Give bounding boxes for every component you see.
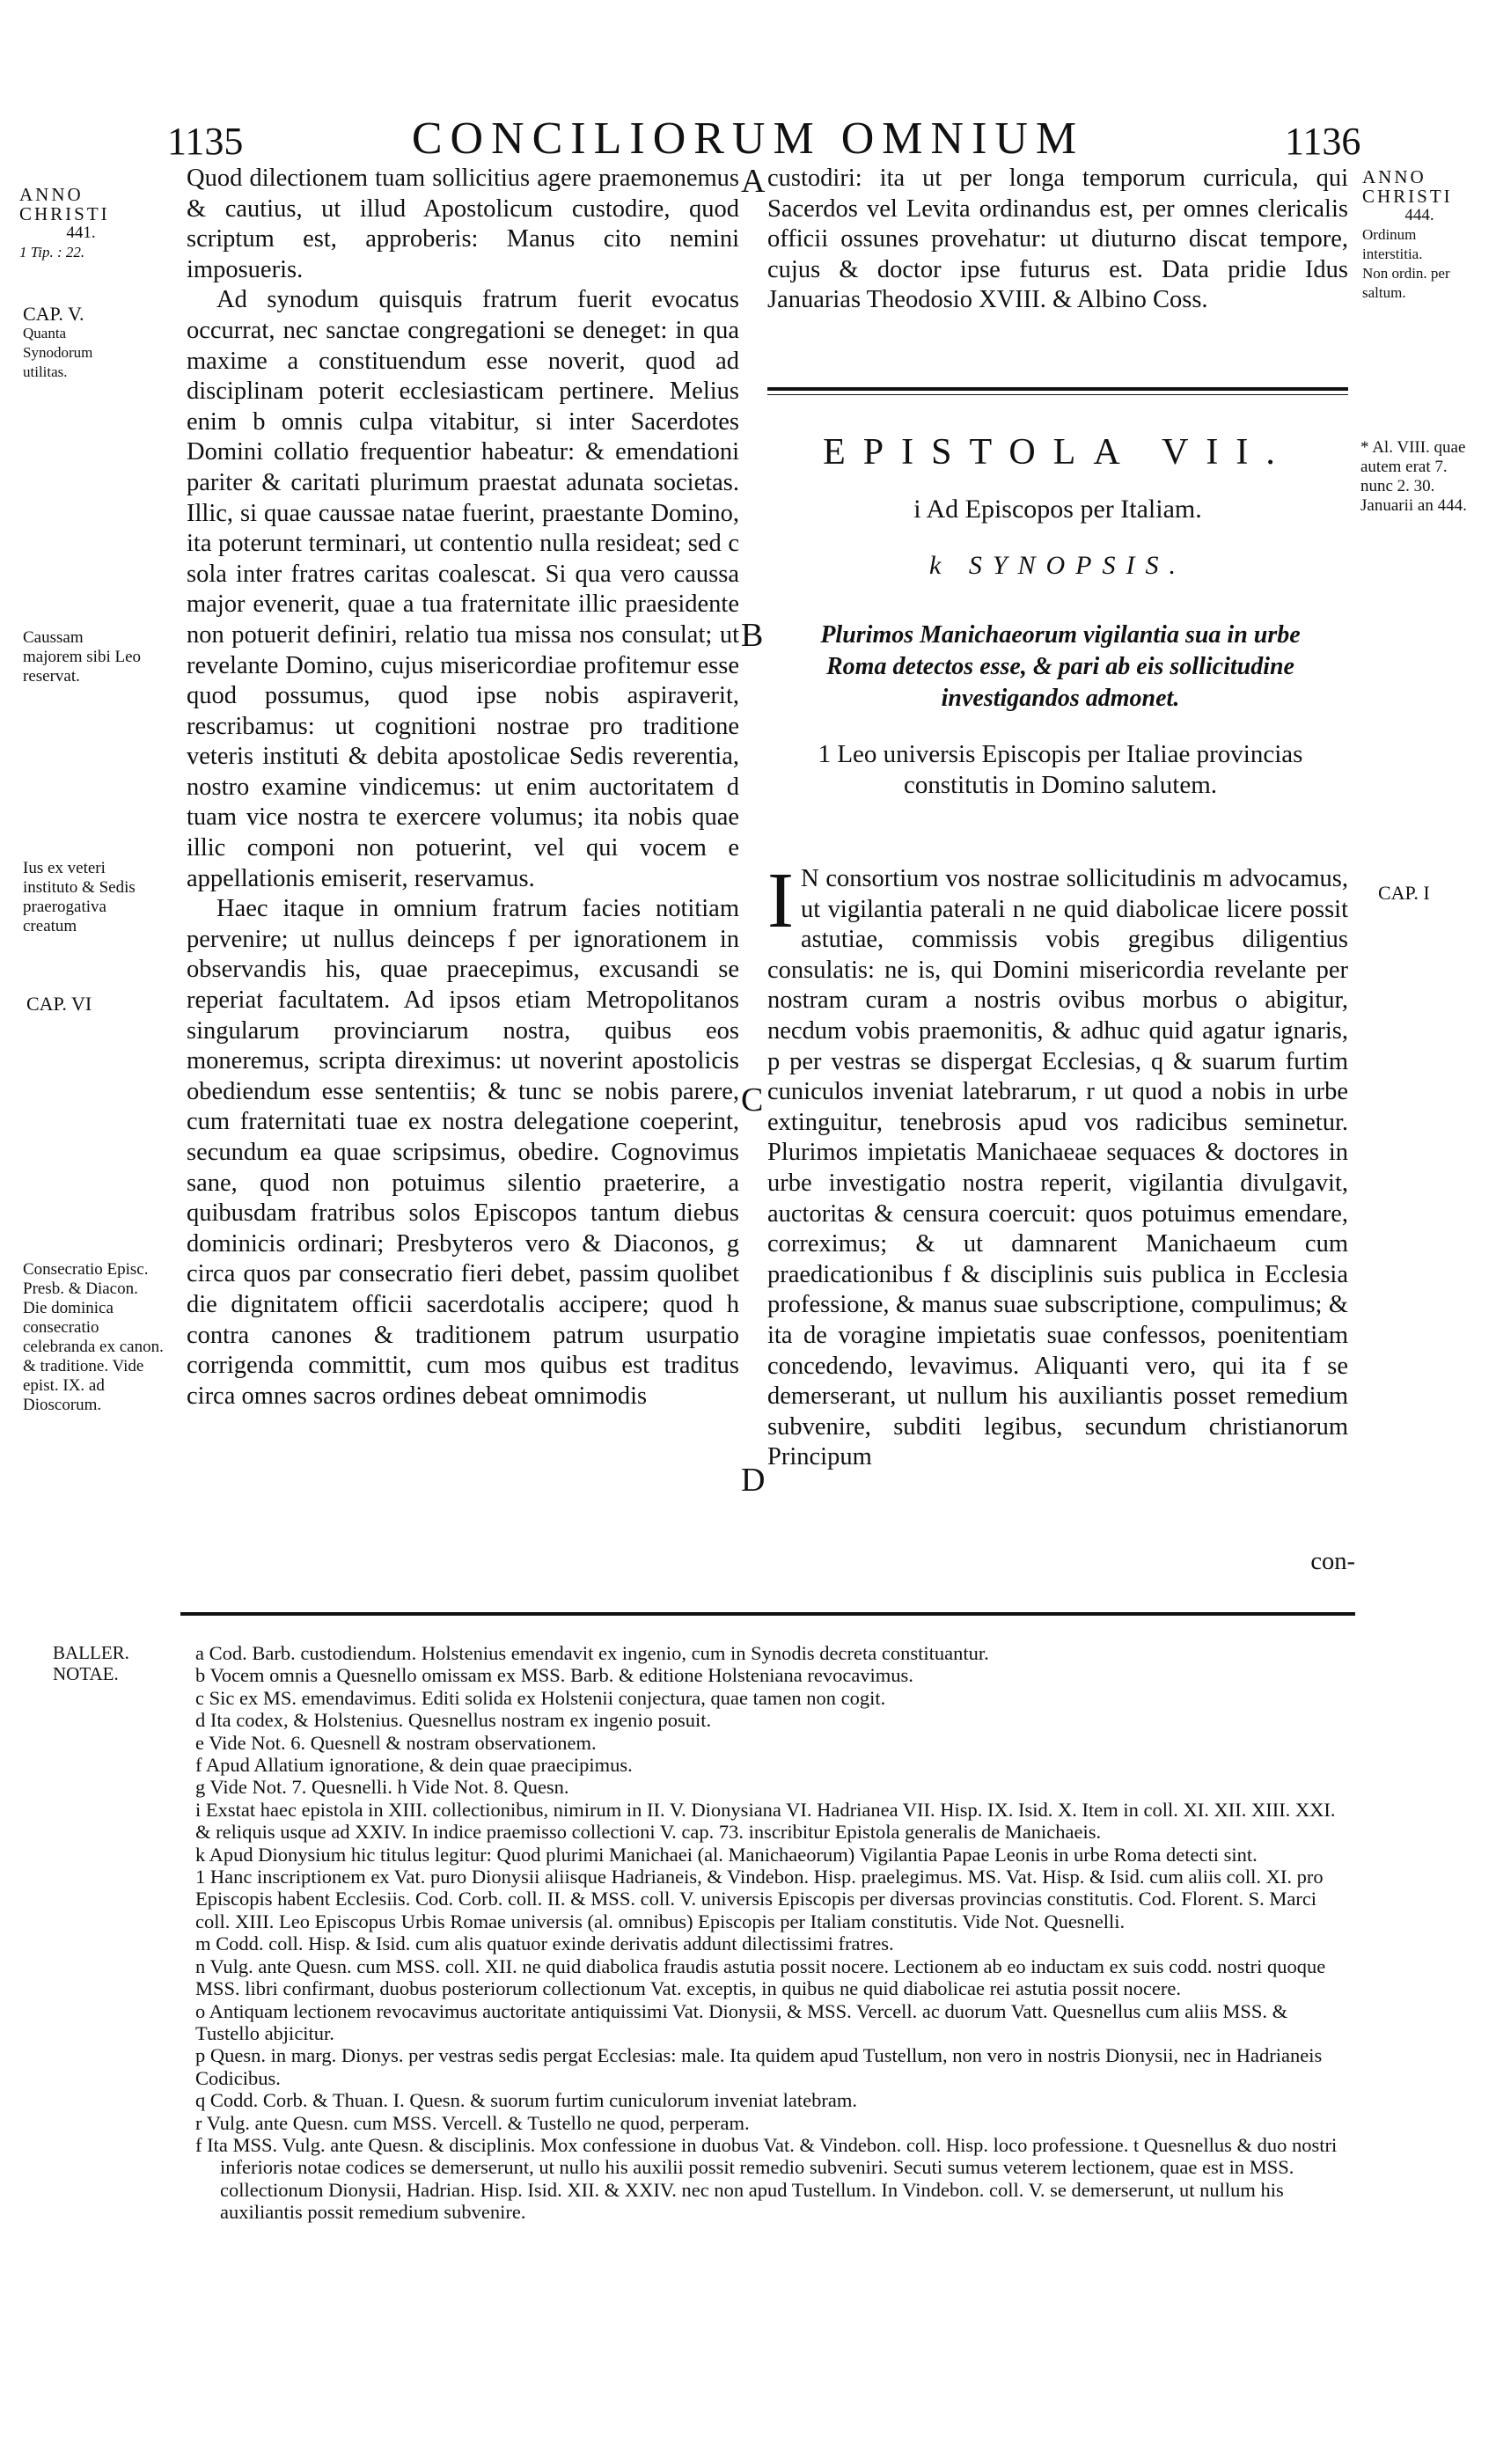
footnote: i Exstat haec epistola in XIII. collectionibus, nimirum in II. V. Dionysiana VI. Hadrianea VII. Hisp. IX. Isid. X. Item in coll. XI. XII. XIII. XXI. & reliquis usque ad XXIV. In indice praemisso collectioni V. cap. 73. inscribitur Epistola generalis de Manichaeis. xyxy=(195,1798,1336,1844)
right-column-top: custodiri: ita ut per longa temporum curricula, qui Sacerdos vel Levita ordinandus est, per omnes clericalis officii ossunes provehatur: ut diuturno discat tempore, cujus & doctor ipse futurus est. Data pridie Idus Januarias Theodosio XVIII. & Albino Coss. xyxy=(767,165,1348,314)
footnote: r Vulg. ante Quesn. cum MSS. Vercell. & Tustello ne quod, perperam. xyxy=(195,2111,750,2134)
year-label-right: 444. xyxy=(1404,206,1434,224)
letter-body xyxy=(767,857,1348,1473)
footnote: d Ita codex, & Holstenius. Quesnellus nostram ex ingenio posuit. xyxy=(195,1709,712,1732)
margin-cap5 xyxy=(23,304,128,382)
left-paragraph: Haec itaque in omnium fratrum facies notitiam pervenire; ut nullus deinceps f per ignorationem in observandis his, quae praecepimus, excusandi se reperiat facultatem. Ad ipsos etiam Metropolitanos singularum provinciarum nostra, quibus eos moneremus, scripta direximus: ut noverint apostolicis obediendum esse sententiis; & tunc se nobis parere, cum fraternitati tuae ex nostra delegatione coeperint, secundum ea quae scripsimus, obedire. Cognovimus sane, quod non potuimus silentio praeterire, a quibusdam fratribus solos Episcopos tantum diebus dominicis ordinari; Presbyteros vero & Diaconos, g circa quos par consecratio fieri debet, passim quolibet die dignitatem officii sacerdotalis accipere; quod h contra canones & traditionem patrum usurpatio corrigenda committit, cum mos quibus est traditus circa omnes sacros ordines debeat omnimodis xyxy=(187,895,739,1410)
footnote: f Apud Allatium ignoratione, & dein quae praecipimus. xyxy=(195,1754,633,1777)
footnote: m Codd. coll. Hisp. & Isid. cum alis quatuor exinde derivatis addunt dilectissimi fratres. xyxy=(195,1932,894,1955)
year-label: 441. xyxy=(66,224,96,242)
catchword: con- xyxy=(1310,1548,1355,1575)
margin-caussam: Caussam majorem sibi Leo reservat. xyxy=(23,628,142,686)
footnote-rule xyxy=(180,1612,1355,1616)
section-letter-d: D xyxy=(741,1462,766,1499)
footnote: k Apud Dionysium hic titulus legitur: Quod plurimi Manichaei (al. Manichaeorum) Vigilantia Papae Leonis in urbe Roma detecti sint. xyxy=(195,1843,1258,1866)
synopsis-heading: k SYNOPSIS. xyxy=(929,551,1186,580)
quanta-note: Quanta Synodorum utilitas. xyxy=(23,325,93,380)
section-rule-thin xyxy=(767,394,1348,395)
epistola-address: i Ad Episcopos per Italiam. xyxy=(913,495,1202,524)
non-ordin-note: Non ordin. per saltum. xyxy=(1362,265,1450,301)
section-letter-a: A xyxy=(741,163,766,200)
footnote: f Ita MSS. Vulg. ante Quesn. & disciplinis. Mox confessione in duobus Vat. & Vindebon. coll. Hisp. loco professione. t Quesnellus & duo nostri inferioris notae codices se demerserunt, ut nullo his auxilii possit remedio subveniri. Secuti sumus veterem lectionem, quae est in MSS. collectionum Dionysii, Hadrian. Hisp. Isid. XII. & XXIV. nec non apud Tustellum. In Vindebon. coll. V. se demerserunt, ut nullum his auxiliantis possit remedium subvenire. xyxy=(195,2133,1338,2224)
footnotes xyxy=(167,1642,1355,2224)
footnote: g Vide Not. 7. Quesnelli. h Vide Not. 8. Quesn. xyxy=(195,1776,569,1799)
ordinum-note: Ordinum interstitia. xyxy=(1362,226,1423,262)
right-margin-year xyxy=(1362,167,1477,303)
letter-text: N consortium vos nostrae sollicitudinis m advocamus, ut vigilantia paterali n ne quid diabolicae licere possit astutiae, commissis vobis gregibus diligentius consulatis: ne is, qui Domini misericordia revelante per nostram curam a nostris ovibus morbus o abigitur, necdum vobis praemonitis, & adhuc quid agatur ignaris, p per vestras se dispergat Ecclesias, q & suarum furtim cuniculos inveniat latebrarum, r ut quod a nobis in urbe extinguitur, tenebrosis apud vos radicibus seminetur. Plurimos impietatis Manichaeae sequaces & doctores in urbe investigatio nostra reperit, vigilantia divulgavit, auctoritas & censura coercuit: quos potuimus emendare, correximus; & ut damnarent Manichaeum cum praedicationibus f & disciplinis suis publica in Ecclesia professione, & manus suae subscriptione, compulimus; & ita de voragine impietatis suae confessos, poenitentiam concedendo, levavimus. Aliquanti vero, qui ita f se demerserant, ut nullum his auxiliantis posset remedium subvenire, subditi legibus, secundum christianorum Principum xyxy=(767,865,1348,1471)
margin-cap1: CAP. I xyxy=(1378,882,1430,904)
footnote: p Quesn. in marg. Dionys. per vestras sedis pergat Ecclesias: male. Ita quidem apud Tustellum, non vero in nostris Dionysii, nec in Hadrianeis Codicibus. xyxy=(195,2044,1323,2089)
footnote: o Antiquam lectionem revocavimus auctoritate antiquissimi Vat. Dionysii, & MSS. Vercell. ac duorum Vatt. Quesnellus cum aliis MSS. & Tustello abjicitur. xyxy=(195,1999,1288,2044)
section-letter-b: B xyxy=(741,617,764,654)
left-paragraph: Quod dilectionem tuam sollicitius agere praemonemus & cautius, ut illud Apostolicum custodire, quod scriptum est, approberis: Manus cito nemini imposueris. xyxy=(187,165,739,283)
anno-label: ANNO xyxy=(19,184,84,205)
al-viii-note: * Al. VIII. quae autem erat 7. nunc 2. 30. Januarii an 444. xyxy=(1360,438,1467,515)
christi-label: CHRISTI xyxy=(19,203,110,224)
cap5-label: CAP. V. xyxy=(23,303,84,325)
epistola-heading: EPISTOLA VII. xyxy=(823,432,1293,473)
anno-label-right: ANNO xyxy=(1362,166,1426,187)
left-margin-year xyxy=(19,185,143,262)
footnote: b Vocem omnis a Quesnello omissam ex MSS. Barb. & editione Holsteniana revocavimus. xyxy=(195,1664,913,1687)
notes-label: BALLER. NOTAE. xyxy=(53,1642,129,1684)
synopsis-text: Plurimos Manichaeorum vigilantia sua in urbe Roma detectos esse, & pari ab eis sollicitudine investigandos admonet. xyxy=(820,621,1301,712)
footnote: c Sic ex MS. emendavimus. Editi solida ex Holstenii conjectura, quae tamen non cogit. xyxy=(195,1686,886,1709)
left-column xyxy=(187,164,739,1412)
salutation: 1 Leo universis Episcopis per Italiae provincias constitutis in Domino salutem. xyxy=(818,740,1303,799)
left-paragraph: Ad synodum quisquis fratrum fuerit evocatus occurrat, nec sanctae congregationi se deneget: in qua maxime a constituendum esse noverit, quod ad disciplinam poterit ecclesiasticam pertinere. Melius enim b omnis culpa vitabitur, si inter Sacerdotes Domini collatio frequentior habeatur: & emendationi pariter & caritati plurimum praestat adunata societas. Illic, si quae caussae natae fuerint, praestante Domino, ita poterunt terminari, ut contentio nulla resideat; sed c sola inter fratres caritas coalescat. Si qua vero caussa major evenerit, quae a tua fraternitate illic praesidente non potuerit definiri, relatio tua missa nos consulat; ut revelante Domino, cujus misericordiae profitemur esse quod possumus, quod ipse nobis aspiraverit, rescribamus: ut cognitioni nostrae pro traditione veteris instituti & debita apostolicae Sedis reverentia, nostro examine vindicemus: ut enim auctoritatem d tuam vice nostra te exercere volumus; ita nobis quae illic componi non potuerint, vel qui vocem e appellationis emiserit, reservamus. xyxy=(187,286,739,892)
page-number-left: 1135 xyxy=(167,120,244,163)
page-number-right: 1136 xyxy=(1285,120,1361,163)
margin-consecratio: Consecratio Episc. Presb. & Diacon. Die dominica consecratio celebranda ex canon. & traditione. Vide epist. IX. ad Dioscorum. xyxy=(23,1260,164,1414)
section-letter-c: C xyxy=(741,1082,764,1118)
footnote: a Cod. Barb. custodiendum. Holstenius emendavit ex ingenio, cum in Synodis decreta constituantur. xyxy=(195,1642,989,1664)
footnote: e Vide Not. 6. Quesnell & nostram observationem. xyxy=(195,1731,597,1754)
christi-label-right: CHRISTI xyxy=(1362,186,1453,207)
margin-ius: Ius ex veteri instituto & Sedis praerogativa creatum xyxy=(23,859,136,935)
footnote: 1 Hanc inscriptionem ex Vat. puro Dionysii aliisque Hadrianeis, & Vindebon. Hisp. praelegimus. MS. Vat. Hisp. & Isid. cum aliis coll. XI. pro Episcopis habent Ecclesiis. Cod. Corb. coll. II. & MSS. coll. V. universis Episcopis per diversas provincias constitutis. Cod. Florent. S. Marci coll. XIII. Leo Episcopus Urbis Romae universis (al. omnibus) Episcopis per Italiam constitutis. Vide Not. Quesnelli. xyxy=(195,1866,1324,1932)
section-rule xyxy=(767,387,1348,391)
page-title: CONCILIORUM OMNIUM xyxy=(411,114,1085,164)
footnote: n Vulg. ante Quesn. cum MSS. coll. XII. ne quid diabolica fraudis astutia possit nocere. Lectionem ab eo inductam ex suis codd. nostri quoque MSS. libri confirmant, duobus posteriorum collectionum Vat. exceptis, in quibus ne quid diabolicae rei astutia possit nocere. xyxy=(195,1954,1326,2000)
drop-cap: I xyxy=(767,857,794,944)
margin-cap6: CAP. VI xyxy=(26,993,92,1015)
footnote: q Codd. Corb. & Thuan. I. Quesn. & suorum furtim cuniculorum inveniat latebram. xyxy=(195,2089,857,2112)
tip-note: 1 Tip. : 22. xyxy=(19,244,85,260)
